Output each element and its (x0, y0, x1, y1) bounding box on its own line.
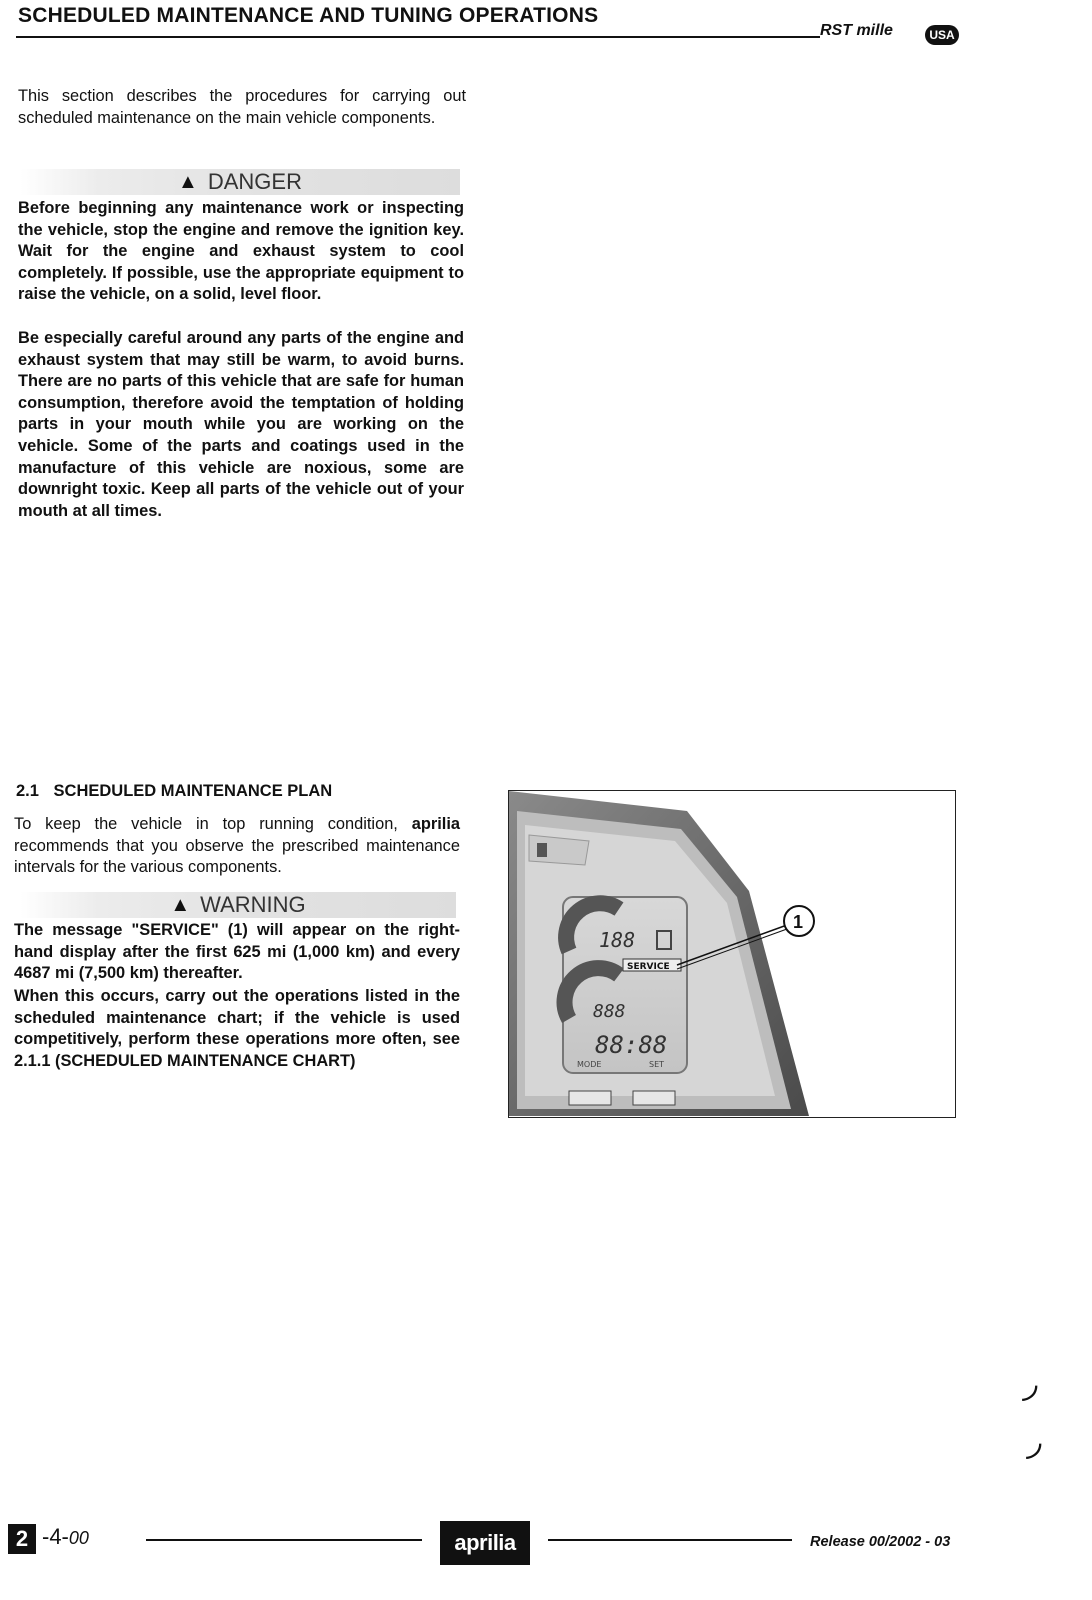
plan-text-before: To keep the vehicle in top running condition, (14, 815, 412, 833)
brand-name: aprilia (411, 815, 460, 833)
warning-banner (20, 892, 456, 918)
display-mid-digits: 888 (593, 1001, 626, 1022)
section-heading (16, 782, 332, 801)
model-name: RST mille (820, 22, 893, 39)
danger-label: DANGER (207, 169, 302, 194)
mode-label: MODE (577, 1060, 602, 1069)
margin-mark-icon: ◞ (1026, 1419, 1042, 1463)
danger-paragraph-2: Be especially careful around any parts of the engine and exhaust system that may still be warm, to avoid burns. There are no parts of this vehicle that are safe for human consumption, therefore avoid the temptation of holding parts in your mouth while you are working on the vehicle. Some of the parts and coatings used in the manufacture of this vehicle are noxious, some are downright toxic. Keep all parts of the vehicle out of your mouth at all times. (18, 329, 464, 520)
service-message: SERVICE (627, 962, 670, 972)
warning-label: WARNING (200, 892, 306, 917)
margin-mark-icon: ◞ (1022, 1361, 1038, 1405)
display-top-digits: 188 (599, 928, 636, 952)
section-title: SCHEDULED MAINTENANCE PLAN (53, 782, 333, 800)
instrument-panel-illustration (509, 791, 954, 1116)
instrument-panel-figure (508, 790, 956, 1118)
chapter-badge: 2 (8, 1524, 36, 1554)
warning-paragraph-2: When this occurs, carry out the operations listed in the scheduled maintenance chart; if the vehicle is used competitively, perform these operations more often, see 2.1.1 (SCHEDULED MAINTENANCE CHART) (14, 987, 460, 1070)
mode-button (569, 1091, 611, 1105)
set-button (633, 1091, 675, 1105)
intro-paragraph: This section describes the procedures for carrying out scheduled maintenance on the main vehicle components. (18, 87, 466, 127)
aprilia-logo: aprilia (440, 1521, 530, 1565)
page-number (42, 1524, 89, 1550)
release-info: Release 00/2002 - 03 (810, 1534, 951, 1550)
display-clock-digits: 88:88 (595, 1031, 668, 1059)
section-number: 2.1 (16, 782, 39, 800)
footer-rule-left (146, 1539, 422, 1541)
warning-triangle-icon: ▲ (170, 893, 191, 916)
callout-number: 1 (793, 912, 804, 932)
plan-paragraph (14, 814, 460, 879)
page-header-title: SCHEDULED MAINTENANCE AND TUNING OPERATIONS (18, 4, 599, 27)
danger-banner (20, 169, 460, 195)
page-number-core: -4- (42, 1524, 69, 1549)
footer-rule-right (548, 1539, 792, 1541)
plan-text-after: recommends that you observe the prescribed maintenance intervals for the various components. (14, 836, 460, 877)
page-number-suffix: 00 (68, 1528, 89, 1548)
warning-paragraph-1: The message "SERVICE" (1) will appear on the right-hand display after the first 625 mi (1,000 km) and every 4687 mi (7,500 km) thereafter. (14, 921, 460, 983)
warning-triangle-icon: ▲ (178, 170, 198, 193)
region-badge: USA (925, 25, 959, 45)
danger-paragraph-1: Before beginning any maintenance work or inspecting the vehicle, stop the engine and remove the ignition key. Wait for the engine and exhaust system to cool completely. If possible, use the appropriate equipment to raise the vehicle, on a solid, level floor. (18, 199, 464, 304)
fuel-pump-icon (537, 843, 547, 857)
header-rule (16, 36, 820, 38)
set-label: SET (649, 1060, 665, 1069)
